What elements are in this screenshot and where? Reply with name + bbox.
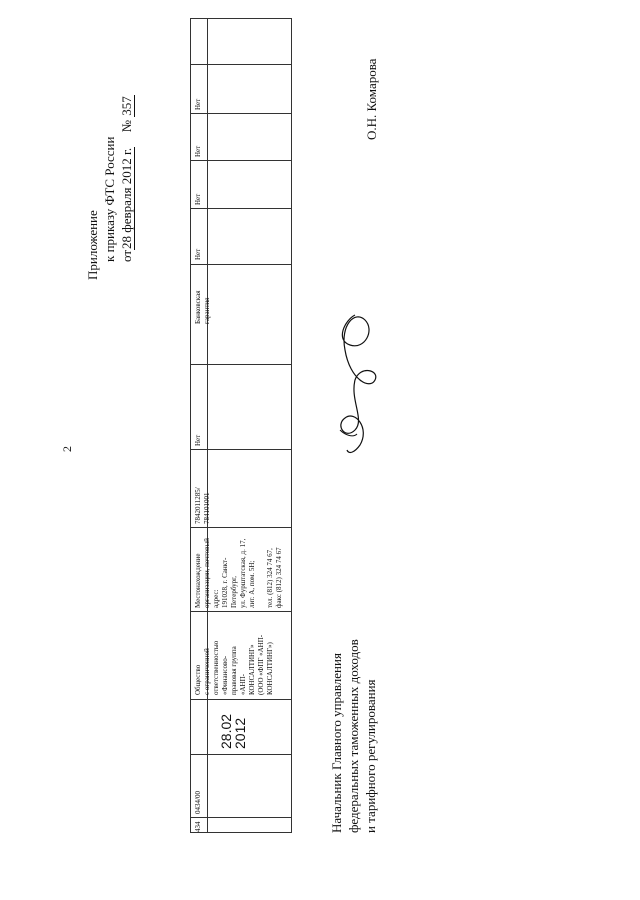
header-date-number (118, 95, 135, 262)
cell-guarantee-2: гарантия (203, 297, 211, 324)
cell-guarantee-1: Банковская (194, 290, 202, 324)
cell-inn-kpp-1: 7842011285/ (194, 487, 202, 524)
cell-organization-4: «Финансово- (221, 655, 229, 695)
cell-net-1: Нет (194, 434, 202, 446)
cell-address-4: 191028, г. Санкт- (221, 557, 229, 608)
cell-date-year: 2012 (232, 717, 248, 749)
register-table (190, 18, 292, 833)
cell-organization-8: (ООО «ФПГ «АНП- (257, 634, 265, 695)
signature-title-line1: Начальник Главного управления (329, 653, 344, 833)
header-title: Приложение (85, 210, 100, 280)
cell-address-5: Петербург, (230, 576, 238, 608)
header-number-label: № (119, 120, 134, 133)
header-date-prefix: от (119, 249, 134, 262)
header-order: к приказу ФТС России (102, 136, 117, 262)
cell-organization-2: с ограниченной (203, 648, 211, 695)
cell-net-5: Нет (194, 98, 202, 110)
cell-address-1: Местонахождение (194, 553, 202, 608)
signature-title-line2: федеральных таможенных доходов (346, 639, 361, 833)
cell-net-4: Нет (194, 145, 202, 157)
cell-organization-1: Общество (194, 664, 202, 695)
cell-net-3: Нет (194, 193, 202, 205)
cell-organization-9: КОНСАЛТИНГ») (266, 642, 274, 695)
cell-inn-kpp-2: 784101001 (203, 492, 211, 524)
cell-organization-5: правовая группа (230, 646, 238, 695)
cell-organization-6: «АНП- (239, 674, 247, 695)
cell-organization-3: ответственностью (212, 640, 220, 695)
cell-address-6: ул. Фурштатская, д. 17, (239, 538, 247, 608)
cell-number: 434 (194, 821, 202, 832)
cell-date-day: 28.02 (218, 713, 234, 749)
cell-address-phone: тел. (812) 324 74 67, (266, 548, 274, 608)
handwritten-signature (325, 310, 390, 460)
signatory-name: О.Н. Комарова (364, 58, 379, 140)
cell-organization-7: КОНСАЛТИНГ» (248, 644, 256, 695)
signature-title-line3: и тарифного регулирования (363, 679, 378, 833)
page-number: 2 (60, 446, 74, 452)
header-date: 28 февраля 2012 г. (119, 147, 134, 249)
cell-address-2: организации, почтовый (203, 538, 211, 608)
cell-address-7: лит. А, пом. 5Н; (248, 560, 256, 608)
cell-address-3: адрес: (212, 589, 220, 608)
header-number: 357 (119, 96, 134, 116)
cell-address-fax: факс (812) 324 74 67 (275, 547, 283, 608)
cell-net-2: Нет (194, 248, 202, 260)
cell-code: 0434/00 (194, 791, 202, 814)
